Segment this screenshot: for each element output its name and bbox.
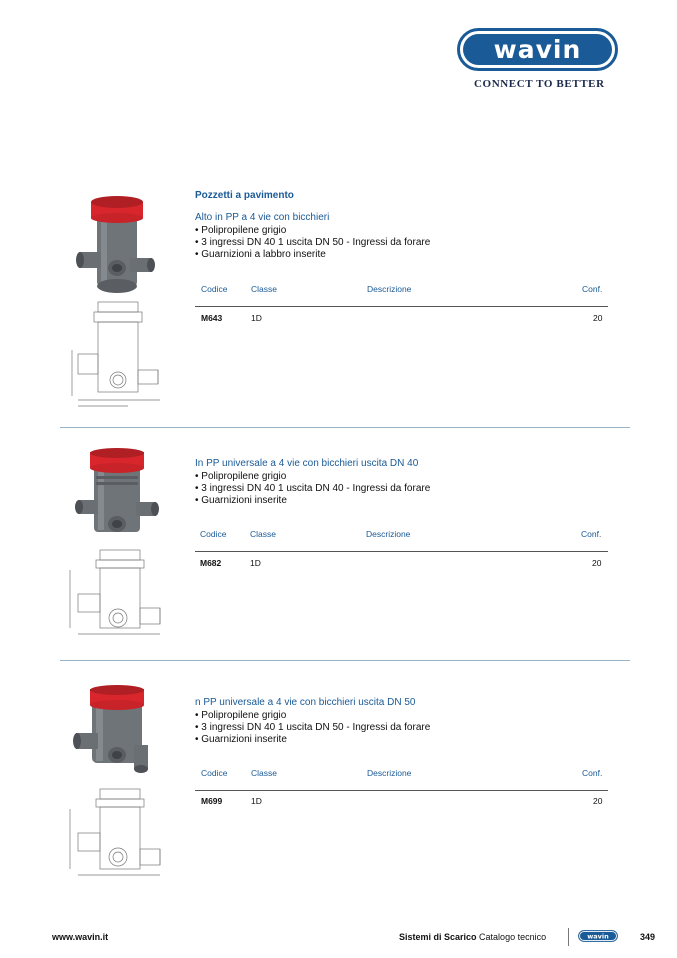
product-subtitle: Alto in PP a 4 vie con bicchieri [195, 212, 330, 223]
row-class: 1D [251, 796, 262, 806]
footer-wavin-logo [578, 930, 618, 942]
feature-item: • Guarnizioni inserite [195, 495, 430, 507]
footer-separator [568, 928, 569, 946]
header-description: Descrizione [366, 529, 411, 539]
header-conf: Conf. [582, 284, 603, 294]
wavin-logo [457, 28, 618, 71]
technical-drawing-m643 [68, 300, 178, 412]
feature-item: • 3 ingressi DN 40 1 uscita DN 50 - Ingressi da forare [195, 722, 430, 734]
product-photo-m643 [75, 188, 160, 298]
feature-item: • 3 ingressi DN 40 1 uscita DN 50 - Ingressi da forare [195, 237, 430, 249]
row-code: M699 [201, 796, 223, 806]
footer-catalog [399, 932, 546, 942]
product-subtitle: In PP universale a 4 vie con bicchieri uscita DN 40 [195, 458, 419, 469]
header-code: Codice [201, 284, 228, 294]
header-class: Classe [251, 284, 277, 294]
header-description: Descrizione [367, 284, 412, 294]
footer-catalog-series: Sistemi di Scarico [399, 932, 477, 942]
table-rule [195, 790, 608, 791]
brand-tagline: CONNECT TO BETTER [474, 78, 605, 90]
section-divider [60, 660, 630, 661]
feature-list [195, 471, 430, 508]
footer-url: www.wavin.it [52, 932, 109, 942]
product-photo-m699 [72, 683, 162, 783]
technical-drawing-m682 [66, 548, 170, 646]
header-conf: Conf. [582, 768, 603, 778]
table-rule [195, 551, 608, 552]
section-divider [60, 427, 630, 428]
product-subtitle: n PP universale a 4 vie con bicchieri uscita DN 50 [195, 697, 416, 708]
row-class: 1D [251, 313, 262, 323]
feature-list [195, 225, 430, 262]
svg-text:wavin: wavin [587, 932, 609, 941]
feature-item: • Guarnizioni inserite [195, 734, 430, 746]
technical-drawing-m699 [66, 787, 170, 885]
feature-item: • Polipropilene grigio [195, 225, 430, 237]
product-photo-m682 [72, 446, 162, 546]
footer-catalog-label: Catalogo tecnico [476, 932, 547, 942]
row-code: M682 [200, 558, 222, 568]
svg-text:wavin: wavin [493, 35, 582, 64]
header-description: Descrizione [367, 768, 412, 778]
header-class: Classe [251, 768, 277, 778]
page-number: 349 [640, 932, 656, 942]
feature-item: • Guarnizioni a labbro inserite [195, 249, 430, 261]
feature-item: • Polipropilene grigio [195, 471, 430, 483]
section-title: Pozzetti a pavimento [195, 190, 294, 201]
feature-item: • 3 ingressi DN 40 1 uscita DN 40 - Ingressi da forare [195, 483, 430, 495]
row-conf: 20 [593, 313, 603, 323]
feature-item: • Polipropilene grigio [195, 710, 430, 722]
header-code: Codice [200, 529, 227, 539]
header-conf: Conf. [581, 529, 602, 539]
row-code: M643 [201, 313, 223, 323]
row-class: 1D [250, 558, 261, 568]
header-code: Codice [201, 768, 228, 778]
row-conf: 20 [593, 796, 603, 806]
row-conf: 20 [592, 558, 602, 568]
feature-list [195, 710, 430, 747]
table-rule [195, 306, 608, 307]
header-class: Classe [250, 529, 276, 539]
